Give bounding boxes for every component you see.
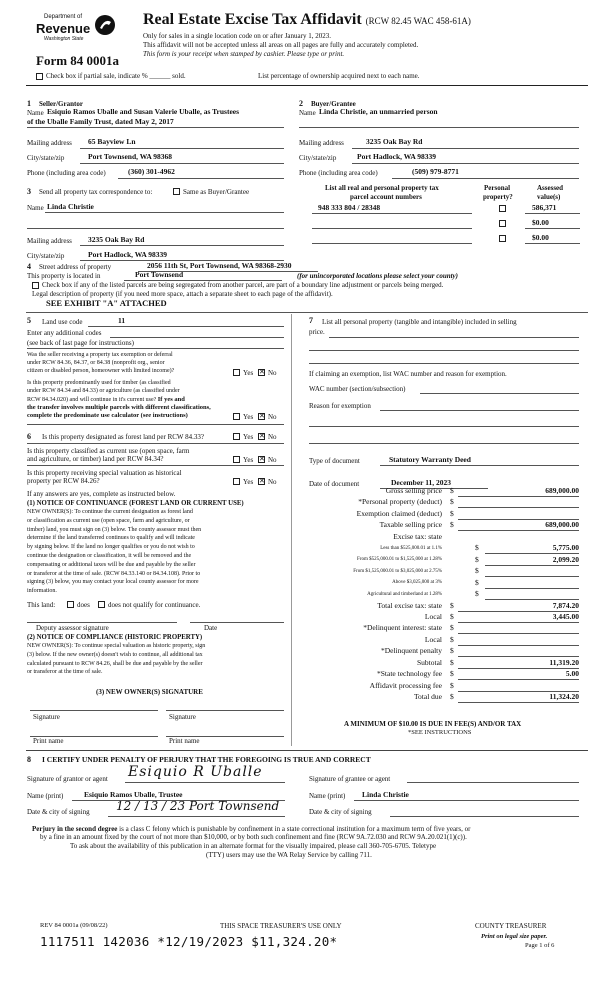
tax-row-rule xyxy=(458,507,579,508)
grantor-signature[interactable]: Esiquio R Uballe xyxy=(128,764,263,780)
accessibility-line-2: (TTY) users may use the WA Relay Service by calling 711. xyxy=(206,851,372,859)
certify-statement: I CERTIFY UNDER PENALTY OF PERJURY THAT THE FOREGOING IS TRUE AND CORRECT xyxy=(42,755,371,764)
new-owner-print-label-1: Print name xyxy=(33,737,64,745)
section-5-subrule xyxy=(27,348,284,349)
tax-row-label: Excise tax: state xyxy=(393,531,442,541)
wac-number-rule[interactable] xyxy=(420,393,579,394)
current-use-rule xyxy=(27,465,284,466)
seller-mail-label: Mailing address xyxy=(27,139,72,147)
buyer-phone-rule xyxy=(392,178,579,179)
grantor-print-name[interactable]: Esiquio Ramos Uballe, Trustee xyxy=(84,790,183,799)
correspondence-name-value[interactable]: Linda Christie xyxy=(47,202,94,211)
minimum-fee-note: A MINIMUM OF $10.00 IS DUE IN FEE(S) AND/OR TAX xyxy=(344,720,522,728)
tax-row-amount[interactable]: 2,099.20 xyxy=(552,554,579,564)
tax-row-amount[interactable]: 5.00 xyxy=(565,669,579,679)
exemption-question-line-1: Was the seller receiving a property tax exemption or deferral xyxy=(27,352,173,358)
tax-row-rule xyxy=(485,565,579,566)
wac-number-label: WAC number (section/subsection) xyxy=(309,385,406,393)
tax-row-amount[interactable]: 11,324.20 xyxy=(549,692,579,702)
revision-number: REV 84 0001a (09/08/22) xyxy=(40,922,108,929)
notice-text-line: determine if the land transferred continues to qualify and will indicate xyxy=(27,535,195,542)
exemption-reason-rule-1[interactable] xyxy=(380,410,579,411)
tax-dollar-sign: $ xyxy=(450,497,454,507)
exemption-no-checkbox[interactable] xyxy=(258,369,265,376)
notice-text-line: or classification as current use (open space, farm and agriculture, or xyxy=(27,517,190,524)
personal-property-rule-3[interactable] xyxy=(309,363,579,364)
buyer-phone-label: Phone (including area code) xyxy=(299,169,378,177)
notice-of-compliance-title: (2) NOTICE OF COMPLIANCE (HISTORIC PROPERTY) xyxy=(27,634,203,641)
personal-property-list-label: List all personal property (tangible and intangible) included in selling xyxy=(322,318,517,326)
treasurer-use-label: THIS SPACE TREASURER'S USE ONLY xyxy=(220,922,342,930)
seller-name-line-1[interactable]: Esiquio Ramos Uballe and Susan Valerie Uballe, as Trustees xyxy=(47,107,240,116)
historic-question-line-1: Is this property receiving special valuation as historical xyxy=(27,469,182,477)
parcel-rule-2 xyxy=(312,228,472,229)
tax-dollar-sign: $ xyxy=(450,646,454,656)
timber-question-line-2: under RCW 84.34 and 84.33) or agriculture (as classified under xyxy=(27,388,180,394)
section-8-top-rule xyxy=(26,750,588,751)
current-use-no-checkbox[interactable] xyxy=(258,456,265,463)
notice-text-line: NEW OWNER(S): To continue the current designation as forest land xyxy=(27,509,193,515)
grantee-date-label: Date & city of signing xyxy=(309,808,372,816)
section-4-number: 4 xyxy=(27,262,31,271)
seller-phone-label: Phone (including area code) xyxy=(27,169,106,177)
timber-question-line-5: complete the predominate use calculator (see instructions) xyxy=(27,412,188,419)
historic-yes-checkbox[interactable] xyxy=(233,478,240,485)
correspondence-name-rule xyxy=(45,212,284,213)
parcel-col-header-3b: value(s) xyxy=(537,193,561,201)
tax-dollar-sign: $ xyxy=(475,577,479,587)
tax-row-label: Local xyxy=(424,611,442,621)
segregated-label: Check box if any of the listed parcels are being segregated from another parcel, are part of a boundary line adjustment or parcels being merged. xyxy=(42,281,444,289)
correspondence-blank-rule xyxy=(27,228,284,229)
legal-description-value[interactable]: SEE EXHIBIT "A" ATTACHED xyxy=(46,298,167,308)
unincorporated-note: (for unincorporated locations please select your county) xyxy=(297,272,458,280)
tax-row-label: Affidavit processing fee xyxy=(369,680,442,690)
tax-row-rule xyxy=(458,668,579,669)
grantee-print-label: Name (print) xyxy=(309,792,346,800)
current-use-yes-checkbox[interactable] xyxy=(233,456,240,463)
new-owner-signature-title: (3) NEW OWNER(S) SIGNATURE xyxy=(96,688,203,696)
grantee-print-name[interactable]: Linda Christie xyxy=(362,790,409,799)
new-owner-signature-rule-2[interactable] xyxy=(166,710,284,711)
tax-row-label: From $1,525,000.01 to $3,025,000 at 2.75% xyxy=(353,568,442,574)
tax-row-label: Local xyxy=(424,634,442,644)
notice-text-line: signing (3) below, you may contact your local county assessor for more xyxy=(27,579,199,586)
notice-text-line: timber) land, you must sign on (3) below. The county assessor must then xyxy=(27,526,202,533)
seller-name-label: Name xyxy=(27,109,44,117)
section-3-number: 3 xyxy=(27,187,31,196)
form-number: Form 84 0001a xyxy=(36,53,120,68)
forest-rule xyxy=(27,443,284,444)
buyer-city-label: City/state/zip xyxy=(299,154,337,162)
exemption-yes-label: Yes xyxy=(243,369,254,377)
forest-yes-label: Yes xyxy=(243,433,254,441)
forest-yes-checkbox[interactable] xyxy=(233,433,240,440)
section-1-number: 1 xyxy=(27,99,31,108)
column-divider xyxy=(291,314,292,746)
deputy-date-label: Date xyxy=(204,624,218,632)
seller-city-rule xyxy=(80,163,284,164)
grantee-signature-rule[interactable] xyxy=(407,782,579,783)
perjury-line-2: by a fine in an amount fixed by the court of not more than $10,000, or by both such confinement and fine (RCW 9A.72.030 and RCW 9A.20.021(1)(c)). xyxy=(40,833,467,841)
seller-name-rule xyxy=(27,127,284,128)
tax-row-rule xyxy=(485,576,579,577)
tax-row-amount[interactable]: 689,000.00 xyxy=(545,520,579,530)
buyer-mail-value[interactable]: 3235 Oak Bay Rd xyxy=(366,137,423,146)
tax-row-rule xyxy=(458,530,579,531)
exemption-yes-checkbox[interactable] xyxy=(233,369,240,376)
tax-row-label: *State technology fee xyxy=(377,669,442,679)
street-address-label: Street address of property xyxy=(39,263,112,271)
tax-row-rule xyxy=(458,645,579,646)
perjury-line-1: Perjury in the second degree is a class C felony which is punishable by confinement in a state correctional institution for a maximum term of five years, or xyxy=(32,825,471,833)
logo-dept-text: Department of xyxy=(44,14,83,20)
header-note-3: This form is your receipt when stamped by cashier. Please type or print. xyxy=(143,50,345,58)
tax-row-label: From $525,000.01 to $1,525,000 at 1.28% xyxy=(357,557,442,563)
partial-sale-label: Check box if partial sale, indicate % ______ sold. xyxy=(46,72,186,80)
tax-row-label: Exemption claimed (deduct) xyxy=(356,508,442,518)
timber-question-line-1: Is this property predominantly used for timber (as classified xyxy=(27,380,171,386)
tax-row-rule xyxy=(458,496,579,497)
document-type-rule xyxy=(380,465,579,466)
forest-no-checkbox[interactable] xyxy=(258,433,265,440)
notice-of-continuance-title: (1) NOTICE OF CONTINUANCE (FOREST LAND OR CURRENT USE) xyxy=(27,500,244,507)
new-owner-signature-label-2: Signature xyxy=(169,713,196,721)
buyer-mail-rule xyxy=(352,148,579,149)
if-yes-instruction: If any answers are yes, complete as instructed below. xyxy=(27,490,176,498)
section-7-number: 7 xyxy=(309,316,313,325)
seller-mail-value[interactable]: 65 Bayview Ln xyxy=(88,137,136,146)
personal-property-list-label-2: price. xyxy=(309,328,325,336)
new-owner-signature-rule-1[interactable] xyxy=(30,710,158,711)
located-in-label: This property is located in xyxy=(27,272,101,280)
buyer-name-rule xyxy=(299,127,579,128)
grantee-signature-label: Signature of grantee or agent xyxy=(309,775,391,783)
current-use-yes-label: Yes xyxy=(243,456,254,464)
forest-question: Is this property designated as forest land per RCW 84.33? xyxy=(42,433,205,441)
correspondence-text: Send all property tax correspondence to: xyxy=(39,188,153,196)
notice-text-line: or transferor at the time of sale. (RCW 84.33.140 or 84.34.108). Prior to xyxy=(27,570,201,577)
section-8-number: 8 xyxy=(27,755,31,764)
land-does-label: does xyxy=(77,601,90,609)
tax-row-rule xyxy=(458,622,579,623)
tax-dollar-sign: $ xyxy=(450,657,454,667)
tax-row-amount[interactable]: 7,874.20 xyxy=(552,600,579,610)
grantor-signature-rule xyxy=(125,782,285,783)
tax-row-amount[interactable]: 11,319.20 xyxy=(549,657,579,667)
timber-question-line-4: the transfer involves multiple parcels with different classifications, xyxy=(27,404,211,411)
parcel-col-header-2b: property? xyxy=(483,193,513,201)
tax-dollar-sign: $ xyxy=(475,589,479,599)
grantor-date-rule xyxy=(108,816,285,817)
additional-codes-rule xyxy=(110,337,284,338)
seller-name-line-2[interactable]: of the Uballe Family Trust, dated May 2, 2017 xyxy=(27,117,174,126)
assessed-value-3[interactable]: $0.00 xyxy=(532,233,549,242)
tax-row-label: Gross selling price xyxy=(385,486,442,495)
tax-row-label: Subtotal xyxy=(416,657,442,667)
tax-dollar-sign: $ xyxy=(450,680,454,690)
section-4-divider xyxy=(26,312,588,313)
revenue-logo-icon xyxy=(94,14,116,36)
tax-dollar-sign: $ xyxy=(450,623,454,633)
tax-row-rule xyxy=(485,588,579,589)
county-treasurer-label: COUNTY TREASURER xyxy=(475,922,547,930)
historic-yes-label: Yes xyxy=(243,478,254,486)
exemption-question-line-2: under RCW 84.36, 84.37, or 84.38 (nonprofit org., senior xyxy=(27,360,165,366)
new-owner-print-label-2: Print name xyxy=(169,737,200,745)
correspondence-city-value[interactable]: Port Hadlock, WA 98339 xyxy=(88,250,168,259)
grantor-signature-label: Signature of grantor or agent xyxy=(27,775,108,783)
current-use-question-line-2: and agriculture, or timber) land per RCW 84.34? xyxy=(27,455,164,463)
parcel-number-1[interactable]: 948 333 804 / 28348 xyxy=(318,203,381,212)
see-back-note: (see back of last page for instructions) xyxy=(27,339,134,347)
segregated-checkbox[interactable] xyxy=(32,282,39,289)
personal-property-checkbox-1[interactable] xyxy=(499,205,506,212)
exemption-reason-rule-3[interactable] xyxy=(309,443,579,444)
correspondence-mail-value[interactable]: 3235 Oak Bay Rd xyxy=(88,235,145,244)
parcel-rule-3 xyxy=(312,243,472,244)
buyer-phone-value[interactable]: (509) 979-8771 xyxy=(412,167,459,176)
land-does-not-label: does not qualify for continuance. xyxy=(108,601,201,609)
notice-text-line: information. xyxy=(27,588,57,595)
seller-heading: Seller/Grantor xyxy=(39,100,83,108)
historic-no-checkbox[interactable] xyxy=(258,478,265,485)
exemption-instruction: If claiming an exemption, list WAC number and reason for exemption. xyxy=(309,370,507,378)
located-in-value[interactable]: Port Townsend xyxy=(135,270,184,279)
parcel-col-header-1a: List all real and personal property tax xyxy=(325,184,439,192)
tax-row-label: *Delinquent interest: state xyxy=(363,623,442,633)
parcel-col-header-3a: Assessed xyxy=(537,184,564,192)
tax-dollar-sign: $ xyxy=(450,692,454,702)
assessed-rule-3 xyxy=(525,243,580,244)
historic-question-line-2: property per RCW 84.26? xyxy=(27,477,100,485)
exemption-reason-rule-2[interactable] xyxy=(309,426,579,427)
correspondence-mail-rule xyxy=(80,245,284,246)
buyer-city-rule xyxy=(352,163,579,164)
same-as-buyer-label: Same as Buyer/Grantee xyxy=(183,188,250,196)
tax-dollar-sign: $ xyxy=(475,543,479,553)
notice-text-line: continue the designation or classification, it will be removed and the xyxy=(27,553,192,559)
ownership-note: List percentage of ownership acquired next to each name. xyxy=(258,72,420,80)
assessed-rule-1 xyxy=(525,213,580,214)
assessed-value-1[interactable]: 586,371 xyxy=(532,203,557,212)
street-address-value[interactable]: 2056 11th St, Port Townsend, WA 98368-2930 xyxy=(147,261,292,270)
tax-row-label: Taxable selling price xyxy=(379,520,442,530)
this-land-label: This land: xyxy=(27,601,56,609)
exemption-reason-label: Reason for exemption xyxy=(309,402,371,410)
section-2-number: 2 xyxy=(299,99,303,108)
same-as-buyer-checkbox[interactable] xyxy=(173,188,180,195)
document-date-label: Date of document xyxy=(309,480,360,488)
tax-row-rule xyxy=(485,599,579,600)
notice-text-line: compensating or additional taxes will be due and payable by the seller xyxy=(27,561,196,568)
legal-description-label: Legal description of property (if you need more space, attach a separate sheet to each page of the affidavit). xyxy=(32,290,333,298)
land-use-rule xyxy=(88,326,284,327)
partial-sale-checkbox[interactable] xyxy=(36,73,43,80)
cashier-stamp: 1117511 142036 *12/19/2023 $11,324.20* xyxy=(40,934,338,949)
notice-text-line: by signing below. If the land no longer qualifies or you do not wish to xyxy=(27,544,195,551)
buyer-city-value[interactable]: Port Hadlock, WA 98339 xyxy=(357,152,437,161)
document-date-value[interactable]: December 11, 2023 xyxy=(391,478,452,487)
tax-dollar-sign: $ xyxy=(450,508,454,518)
page-number: Page 1 of 6 xyxy=(525,942,555,949)
logo-state-text: Washington State xyxy=(44,36,84,42)
land-use-label: Land use code xyxy=(42,318,83,326)
tax-dollar-sign: $ xyxy=(450,611,454,621)
land-does-not-checkbox[interactable] xyxy=(98,601,105,608)
tax-row-label: Total excise tax: state xyxy=(377,600,442,610)
exemption-no-label: No xyxy=(268,369,277,377)
notice-text-line: calculated pursuant to RCW 84.26, shall be due and payable by the seller xyxy=(27,660,203,667)
correspondence-city-label: City/state/zip xyxy=(27,252,65,260)
section-6-number: 6 xyxy=(27,432,31,441)
personal-property-checkbox-2[interactable] xyxy=(499,220,506,227)
parcel-col-header-2a: Personal xyxy=(484,184,511,192)
assessed-value-2[interactable]: $0.00 xyxy=(532,218,549,227)
tax-row-rule xyxy=(458,679,579,680)
correspondence-name-label: Name xyxy=(27,204,44,212)
grantor-date-city[interactable]: 12 / 13 / 23 Port Townsend xyxy=(116,799,280,813)
seller-city-label: City/state/zip xyxy=(27,154,65,162)
tax-row-label: Agricultural and timberland at 1.28% xyxy=(367,591,442,597)
deputy-signature-label: Deputy assessor signature xyxy=(36,624,109,632)
header-note-2: This affidavit will not be accepted unless all areas on all pages are fully and accurately completed. xyxy=(143,41,419,49)
notice-text-line: (3) below. If the new owner(s) doesn't wish to continue, all additional tax xyxy=(27,651,203,658)
tax-dollar-sign: $ xyxy=(450,600,454,610)
accessibility-line-1: To ask about the availability of this publication in an alternate format for the visually impaired, please call 360-705-6705. Teletype xyxy=(70,842,437,850)
deputy-signature-rule[interactable] xyxy=(27,622,177,623)
buyer-name-value[interactable]: Linda Christie, an unmarried person xyxy=(319,107,438,116)
tax-dollar-sign: $ xyxy=(450,486,454,495)
forest-no-label: No xyxy=(268,433,277,441)
grantor-date-label: Date & city of signing xyxy=(27,808,90,816)
current-use-no-label: No xyxy=(268,456,277,464)
notice-text-line: NEW OWNER(S): To continue special valuation as historic property, sign xyxy=(27,643,206,649)
seller-mail-rule xyxy=(80,148,284,149)
tax-dollar-sign: $ xyxy=(450,634,454,644)
deputy-date-rule[interactable] xyxy=(190,622,284,623)
see-instructions-note: *SEE INSTRUCTIONS xyxy=(408,729,472,736)
tax-row-amount[interactable]: 689,000.00 xyxy=(545,486,579,495)
historic-no-label: No xyxy=(268,478,277,486)
personal-property-rule-2[interactable] xyxy=(309,350,579,351)
current-use-question-line-1: Is this property classified as current use (open space, farm xyxy=(27,447,190,455)
seller-phone-value[interactable]: (360) 301-4962 xyxy=(128,167,175,176)
form-title: Real Estate Excise Tax Affidavit (RCW 82.45 WAC 458-61A) xyxy=(143,11,471,28)
tax-row-label: Above $3,025,000 at 3% xyxy=(392,580,442,586)
tax-dollar-sign: $ xyxy=(475,566,479,576)
timber-yes-checkbox[interactable] xyxy=(233,413,240,420)
grantee-print-rule xyxy=(354,800,579,801)
timber-no-label: No xyxy=(268,413,277,421)
logo-revenue-text: Revenue xyxy=(36,21,91,36)
buyer-name-label: Name xyxy=(299,109,316,117)
parcel-rule-1 xyxy=(312,213,472,214)
personal-property-rule-1[interactable] xyxy=(329,337,579,338)
tax-dollar-sign: $ xyxy=(475,554,479,564)
header-note-1: Only for sales in a single location code on or after January 1, 2023. xyxy=(143,32,331,40)
land-use-value[interactable]: 11 xyxy=(118,316,126,325)
document-type-label: Type of document xyxy=(309,457,360,465)
grantee-date-rule[interactable] xyxy=(390,816,579,817)
tax-row-amount[interactable]: 5,775.00 xyxy=(552,543,579,553)
notice-text-line: or transferor at the time of sale. xyxy=(27,669,103,676)
grantor-print-label: Name (print) xyxy=(27,792,64,800)
new-owner-signature-label-1: Signature xyxy=(33,713,60,721)
tax-row-label: Total due xyxy=(413,692,442,702)
timber-yes-label: Yes xyxy=(243,413,254,421)
document-type-value[interactable]: Statutory Warranty Deed xyxy=(389,455,471,464)
seller-city-value[interactable]: Port Townsend, WA 98368 xyxy=(88,152,173,161)
tax-row-label: *Delinquent penalty xyxy=(380,646,442,656)
personal-property-checkbox-3[interactable] xyxy=(499,235,506,242)
tax-dollar-sign: $ xyxy=(450,669,454,679)
tax-dollar-sign: $ xyxy=(450,520,454,530)
assessed-rule-2 xyxy=(525,228,580,229)
land-does-checkbox[interactable] xyxy=(67,601,74,608)
header-divider xyxy=(26,85,588,86)
section-5-bottom-rule xyxy=(27,424,284,425)
exemption-question-line-3: citizen or disabled person, homeowner with limited income)? xyxy=(27,368,175,374)
seller-phone-rule xyxy=(118,178,284,179)
tax-row-rule xyxy=(458,633,579,634)
buyer-heading: Buyer/Grantee xyxy=(311,100,356,108)
print-legal-note: Print on legal size paper. xyxy=(481,933,548,940)
section-5-number: 5 xyxy=(27,316,31,325)
tax-row-label: Less than $525,000.01 at 1.1% xyxy=(380,545,442,551)
timber-no-checkbox[interactable] xyxy=(258,413,265,420)
timber-question-line-3: RCW 84.34.020) and will continue in it's current use? If yes and xyxy=(27,396,185,403)
correspondence-mail-label: Mailing address xyxy=(27,237,72,245)
parcel-col-header-1b: parcel account numbers xyxy=(350,193,422,201)
tax-row-label: *Personal property (deduct) xyxy=(358,497,442,507)
buyer-mail-label: Mailing address xyxy=(299,139,344,147)
tax-row-rule xyxy=(458,702,579,703)
tax-row-amount[interactable]: 3,445.00 xyxy=(552,611,579,621)
additional-codes-label: Enter any additional codes xyxy=(27,329,102,337)
